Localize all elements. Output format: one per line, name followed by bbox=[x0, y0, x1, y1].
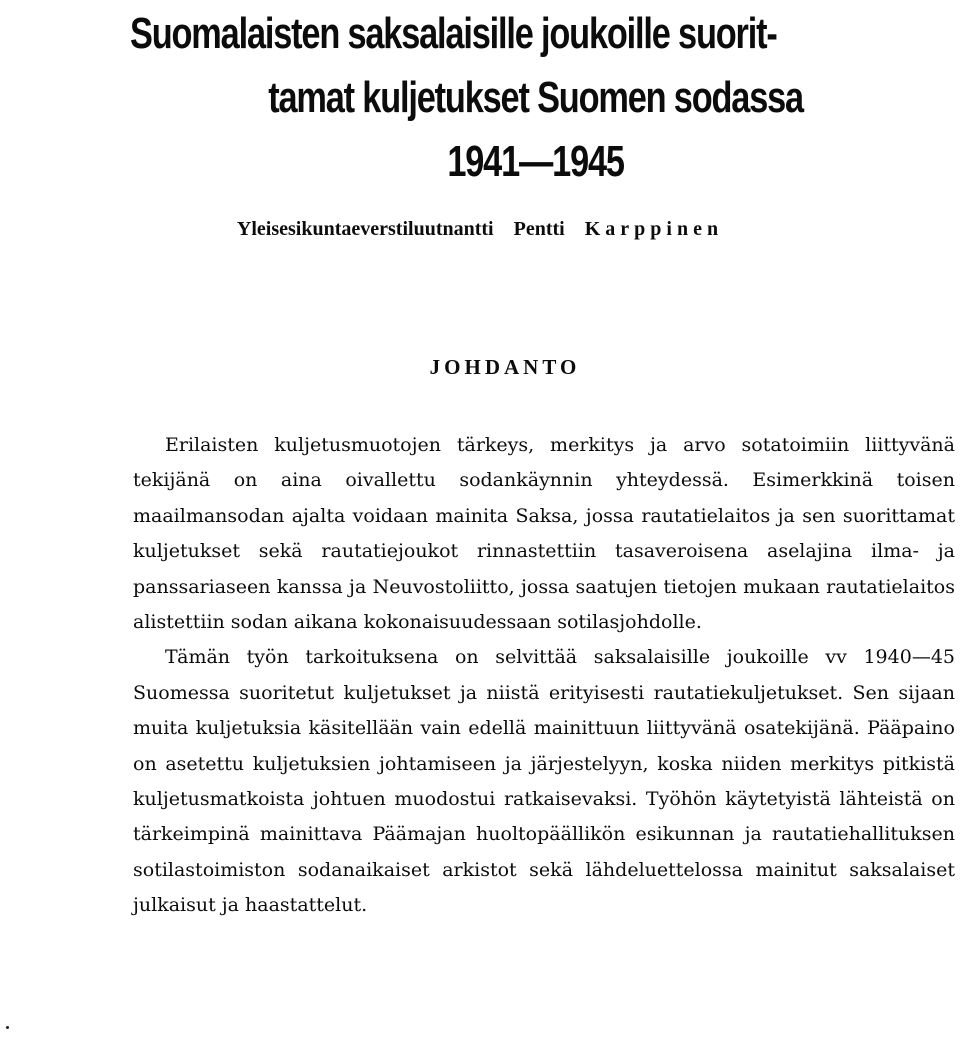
paragraph-2: Tämän työn tarkoituksena on selvittää saksalaisille joukoille vv 1940—45 Suomessa suoritetut kuljetukset ja niistä erityisesti rautatiekuljetukset. Sen sijaan muita kuljetuksia käsitellään vain edellä mainittuun liittyvänä osatekijänä. Pääpaino on asetettu kuljetuksien johtamiseen ja järjestelyyn, koska niiden merkitys pitkistä kuljetusmatkoista johtuen muodostui ratkaisevaksi. Työhön käytetyistä lähteistä on tärkeimpinä mainittava Päämajan huoltopäällikön esikunnan ja rautatiehallituksen sotilastoimiston sodanaikaiset arkistot sekä lähdeluettelossa mainitut saksalaiset julkaisut ja haastattelut. bbox=[133, 646, 955, 917]
page-speck bbox=[6, 1026, 9, 1029]
article-title bbox=[130, 2, 803, 194]
author-first-name: Pentti bbox=[513, 218, 565, 240]
body-text bbox=[133, 428, 955, 924]
title-line-2: tamat kuljetukset Suomen sodassa bbox=[268, 73, 803, 122]
title-line-1: Suomalaisten saksalaisille joukoille suorit- bbox=[130, 9, 777, 58]
author-last-name: Karppinen bbox=[584, 218, 724, 240]
title-line-3: 1941—1945 bbox=[447, 137, 624, 186]
paragraph-1: Erilaisten kuljetusmuotojen tärkeys, merkitys ja arvo sotatoimiin liittyvänä tekijänä on aina oivallettu sodankäynnin yhteydessä. Esimerkkinä toisen maailmansodan ajalta voidaan mainita Saksa, jossa rautatielaitos ja sen suorittamat kuljetukset sekä rautatiejoukot rinnastettiin tasaveroisena aselajina ilma- ja panssariaseen kanssa ja Neuvostoliitto, jossa saatujen tietojen mukaan rautatielaitos alistettiin sodan aikana kokonaisuudessaan sotilasjohdolle. bbox=[133, 434, 955, 634]
author-byline bbox=[0, 214, 960, 244]
section-heading: JOHDANTO bbox=[429, 355, 581, 379]
author-rank: Yleisesikuntaeverstiluutnantti bbox=[236, 218, 494, 240]
